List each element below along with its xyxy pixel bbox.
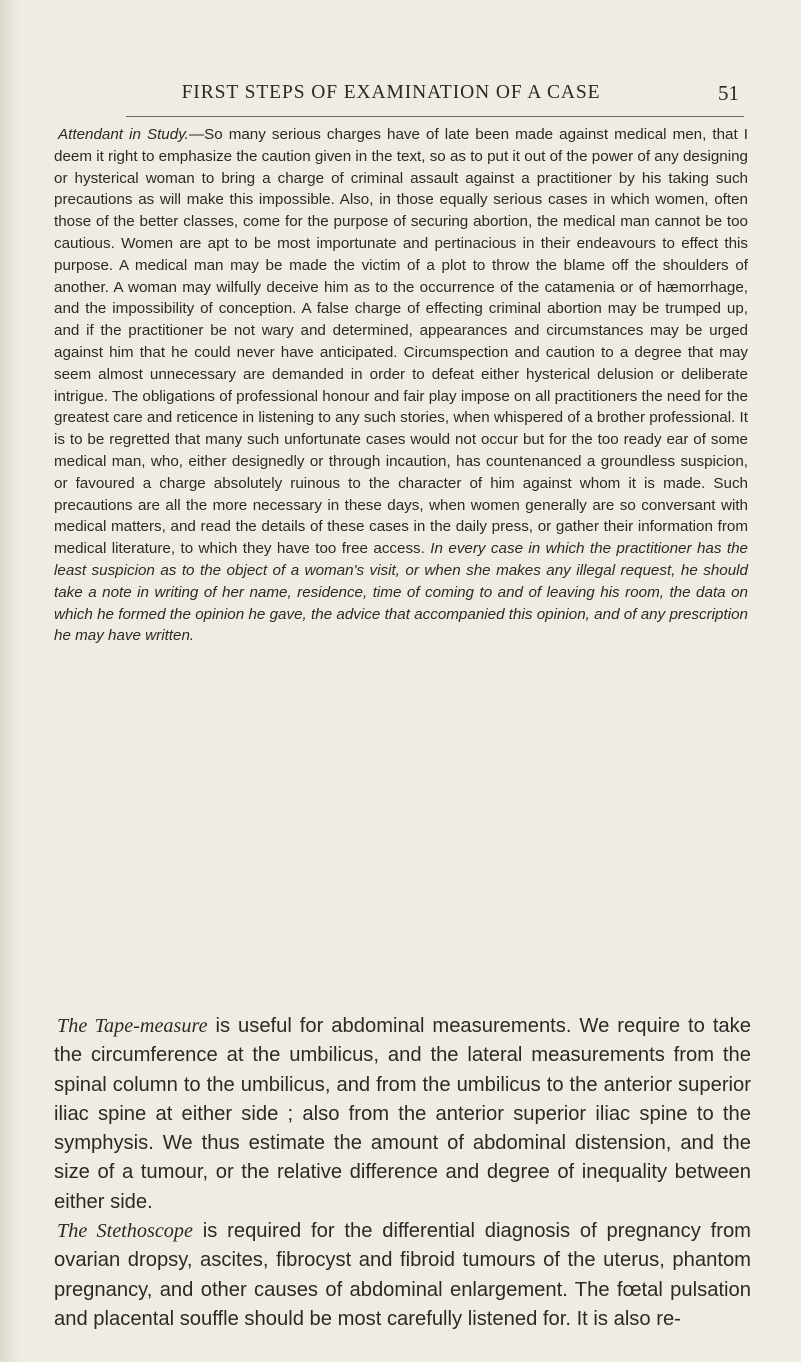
tape-measure-body: is useful for abdominal measurements. We require to take the circumference at the umbilicus, and the lateral measurements from the spinal column to the umbilicus, and from the umbilicus to the anterior superior iliac spine at either side ; also from the anterior superior iliac spine to the symphysis. We thus estimate the amount of abdominal distension, and the size of a tumour, or the relative difference and degree of inequality between either side. xyxy=(54,1015,751,1213)
attendant-italic-instruction: In every case in which the practitioner has the least suspicion as to the object of a woman's visit, or when she makes any illegal request, he should take a note in writing of her name, residence, time of coming to and of leaving his room, the data on which he formed the opinion he gave, the advice that accompanied this opinion, and of any prescription he may have written. xyxy=(54,540,748,645)
attendant-section xyxy=(54,124,748,647)
page-number: 51 xyxy=(718,81,739,105)
running-header xyxy=(117,82,745,110)
page-edge-shadow xyxy=(0,0,20,1362)
attendant-body: —So many serious charges have of late been made against medical men, that I deem it right to emphasize the caution given in the text, so as to put it out of the power of any designing or hysterical woman to bring a charge of criminal assault against a practitioner by his taking such precautions as will make this impossible. Also, in those equally serious cases in which women, often those of the better classes, come for the purpose of securing abortion, the medical man cannot be too cautious. Women are apt to be most importunate and pertinacious in their endeavours to effect this purpose. A medical man may be made the victim of a plot to throw the blame off the shoulders of another. A woman may wilfully deceive him as to the occurrence of the catamenia or of hæmorrhage, and the impossibility of conception. A false charge of effecting criminal abortion may be trumped up, and if the practitioner be not wary and determined, appearances and circumstances may be urged against him that he could never have anticipated. Circumspection and caution to a degree that may seem almost unnecessary are demanded in order to defeat either hysterical delusion or deliberate intrigue. The obligations of professional honour and fair play impose on all practitioners the need for the greatest care and reticence in listening to any such stories, when whispered of a brother professional. It is to be regretted that many such unfortunate cases would not occur but for the too ready ear of some medical man, who, either designedly or through incaution, has countenanced a groundless suspicion, or favoured a charge absolutely ruinous to the character of him against whom it is made. Such precautions are all the more necessary in these days, when women generally are so conversant with medical matters, and read the details of these cases in the daily press, or gather their information from medical literature, to which they have too free access. xyxy=(54,126,748,558)
running-head-title: FIRST STEPS OF EXAMINATION OF A CASE xyxy=(181,82,601,103)
stethoscope-paragraph xyxy=(54,1217,751,1334)
header-rule xyxy=(126,116,744,117)
stethoscope-heading: The Stethoscope xyxy=(57,1220,193,1243)
attendant-heading: Attendant in Study. xyxy=(58,126,189,143)
instruments-section xyxy=(54,1012,751,1334)
tape-measure-paragraph xyxy=(54,1012,751,1217)
stethoscope-body: is required for the differential diagnosis of pregnancy from ovarian dropsy, ascites, fibrocyst and fibroid tumours of the uterus, phantom pregnancy, and other causes of abdominal enlargement. The fœtal pulsation and placental souffle should be most carefully listened for. It is also re- xyxy=(54,1220,751,1330)
tape-measure-heading: The Tape-measure xyxy=(57,1015,208,1037)
attendant-paragraph xyxy=(54,124,748,647)
